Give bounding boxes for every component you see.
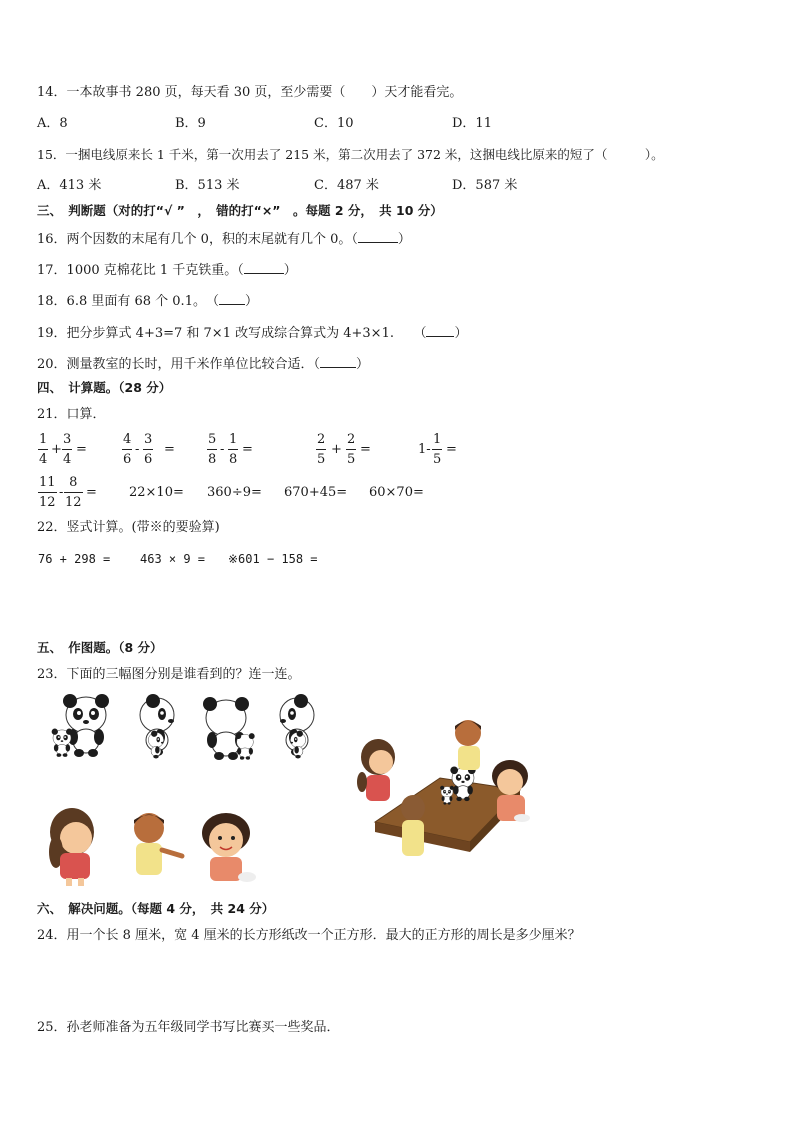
q18-close: ） [244,294,258,309]
denominator: 6 [123,452,132,467]
section-6-heading: 六、 解决问题。（每题 4 分， 共 24 分） [37,901,275,916]
q14-option-a[interactable]: A．8 [37,116,68,131]
denominator: 5 [347,452,356,467]
q19-text: 19．把分步算式 4+3=7 和 7×1 改写成综合算式为 4+3×1. （ [37,326,427,341]
denominator: 5 [433,452,442,467]
operator: - [59,485,64,500]
vertical-calc-item: ※601 − 158 = [228,552,318,566]
operator: + [331,442,342,457]
numerator: 3 [144,432,153,447]
panda-view-1 [52,694,109,757]
denominator: 6 [144,452,153,467]
numerator: 1 [433,432,442,447]
child-girl-left [49,808,94,886]
lead-term: 1- [418,442,431,457]
child-girl-right [202,813,256,882]
q24-text: 24．用一个长 8 厘米，宽 4 厘米的长方形纸改一个正方形．最大的正方形的周长是多少厘米？ [37,928,581,943]
scene-child-back [401,795,425,856]
mental-calc-item: 670+45= [284,485,348,500]
panda-view-2 [140,694,174,758]
denominator: 4 [39,452,48,467]
mental-calc-item: 60×70= [369,485,424,500]
q22-text: 22．竖式计算。(带※的要验算) [37,520,220,535]
denominator: 12 [65,495,82,510]
q15-option-d[interactable]: D．587 米 [452,178,518,193]
denominator: 4 [63,452,72,467]
vertical-calc-item: 76 + 298 = [38,552,111,566]
q20-text: 20．测量教室的长时，用千米作单位比较合适．（ [37,357,321,372]
q15-option-a[interactable]: A．413 米 [37,178,102,193]
q15-text: 15．一捆电线原来长 1 千米，第一次用去了 215 米，第二次用去了 372 米，这捆电线比原来的短了（ ）。 [37,147,664,162]
scene-boy-top [455,720,481,770]
q20-close: ） [356,357,370,372]
numerator: 2 [317,432,326,447]
q14-option-b[interactable]: B．9 [175,116,206,131]
denominator: 5 [317,452,326,467]
numerator: 8 [69,475,78,490]
numerator: 3 [63,432,72,447]
equals: = [446,442,457,457]
section-3-heading: 三、 判断题（对的打“√ ” ， 错的打“×” 。每题 2 分， 共 10 分） [37,203,443,218]
q17-close: ） [283,263,297,278]
mental-calc-item: 22×10= [129,485,184,500]
q25-text: 25．孙老师准备为五年级同学书写比赛买一些奖品． [37,1020,340,1035]
section-4-heading: 四、 计算题。（28 分） [37,380,172,395]
equals: = [164,442,175,457]
numerator: 2 [347,432,356,447]
q15-option-c[interactable]: C．487 米 [314,178,379,193]
equals: = [76,442,87,457]
q17-text: 17．1000 克棉花比 1 千克铁重。（ [37,263,244,278]
numerator: 4 [123,432,132,447]
q21-text: 21．口算． [37,407,106,422]
numerator: 11 [39,475,56,490]
vertical-calc-item: 463 × 9 = [140,552,206,566]
panda-view-4 [280,694,314,758]
numerator: 1 [39,432,48,447]
operator: + [51,442,62,457]
q14-option-d[interactable]: D．11 [452,116,492,131]
mental-calc-item: 360÷9= [207,485,262,500]
child-boy-middle [134,813,182,875]
q16-close: ） [397,232,411,247]
operator: - [220,442,225,457]
panda-view-3 [203,697,255,760]
q15-option-b[interactable]: B．513 米 [175,178,240,193]
numerator: 1 [229,432,238,447]
denominator: 12 [39,495,56,510]
q18-text: 18．6.8 里面有 68 个 0.1。 （ [37,294,219,309]
q14-text: 14．一本故事书 280 页，每天看 30 页，至少需要（ ）天才能看完。 [37,85,463,100]
q16-text: 16．两个因数的末尾有几个 0，积的末尾就有几个 0。（ [37,232,358,247]
q19-close: ） [454,326,468,341]
q14-option-c[interactable]: C．10 [314,116,354,131]
equals: = [242,442,253,457]
section-5-heading: 五、 作图题。（8 分） [37,640,163,655]
equals: = [86,485,97,500]
q23-text: 23．下面的三幅图分别是谁看到的？连一连。 [37,667,301,682]
equals: = [360,442,371,457]
denominator: 8 [208,452,217,467]
numerator: 5 [208,432,217,447]
scene-girl-left [357,739,395,801]
operator: - [135,442,140,457]
denominator: 8 [229,452,238,467]
